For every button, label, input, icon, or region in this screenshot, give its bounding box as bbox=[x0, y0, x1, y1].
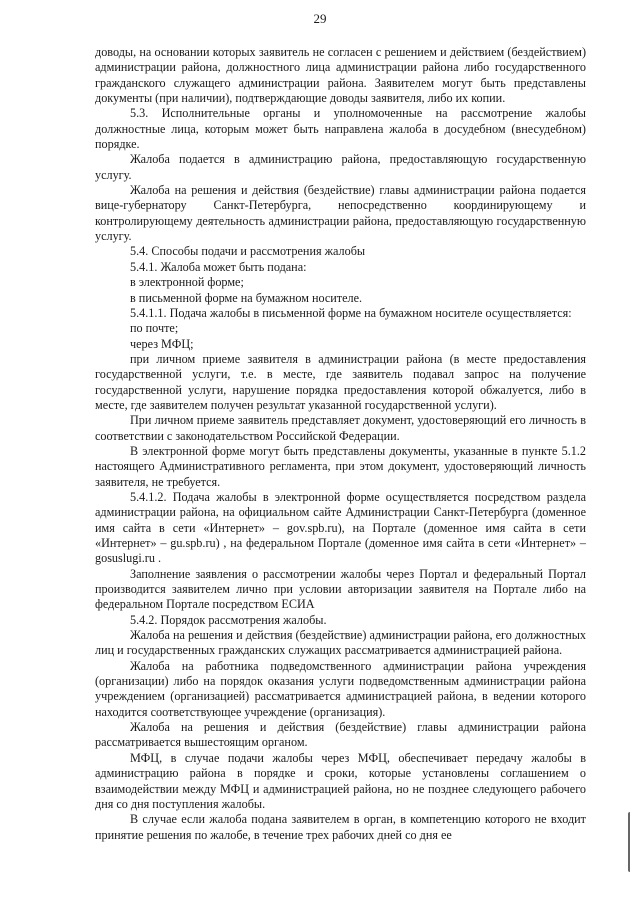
section-heading: 5.4.2. Порядок рассмотрения жалобы. bbox=[130, 612, 327, 627]
list-item: в письменной форме на бумажном носителе. bbox=[130, 290, 363, 305]
list-item: при личном приеме заявителя в администрации района (в месте предоставления государственной услуги, т.е. в месте, где заявитель подавал запрос на получение государственной услуги, нарушение порядка предоставления которой обжалуется, либо в месте, где заявителем получен результат указанной государственной услуги). bbox=[95, 351, 586, 412]
list-item: по почте; bbox=[130, 321, 179, 336]
paragraph: Заполнение заявления о рассмотрении жалобы через Портал и федеральный Портал производится заявителем лично при условии авторизации заявителя на Портале либо на федеральном Портале посредством ЕСИА bbox=[95, 566, 586, 612]
paragraph: 5.4.1.1. Подача жалобы в письменной форме на бумажном носителе осуществляется: bbox=[130, 305, 572, 320]
section-heading: 5.3. Исполнительные органы и уполномоченные на рассмотрение жалобы должностные лица, которым может быть направлена жалоба в досудебном (внесудебном) порядке. bbox=[95, 106, 586, 152]
paragraph: В случае если жалоба подана заявителем в орган, в компетенцию которого не входит принятие решения по жалобе, в течение трех рабочих дней со дня ее bbox=[95, 812, 586, 842]
page-number: 29 bbox=[313, 11, 327, 26]
list-item: в электронной форме; bbox=[130, 275, 244, 290]
paragraph: Жалоба на решения и действия (бездействие) администрации района, его должностных лиц и государственных гражданских служащих рассматривается администрацией района. bbox=[95, 628, 586, 658]
paragraph: Жалоба на решения и действия (бездействие) главы администрации района рассматривается вышестоящим органом. bbox=[95, 720, 586, 750]
list-item: через МФЦ; bbox=[130, 336, 194, 351]
paragraph: Жалоба на работника подведомственного администрации района учреждения (организации) либо на порядок оказания услуги подведомственным администрации района учреждением (организацией) рассматривается администрацией района, в ведении которого находится соответствующее учреждение (организация). bbox=[95, 658, 586, 719]
paragraph: Жалоба на решения и действия (бездействие) главы администрации района подается вице-губернатору Санкт-Петербурга, непосредственно координирующему и контролирующему деятельность администрации района, предоставляющую государственную услугу. bbox=[95, 183, 586, 244]
paragraph: Жалоба подается в администрацию района, предоставляющую государственную услугу. bbox=[95, 152, 586, 182]
paragraph: 5.4.1. Жалоба может быть подана: bbox=[130, 259, 307, 274]
section-heading: 5.4. Способы подачи и рассмотрения жалобы bbox=[130, 244, 366, 259]
paragraph: 5.4.1.2. Подача жалобы в электронной форме осуществляется посредством раздела администрации района, на официальном сайте Администрации Санкт-Петербурга (доменное имя сайта в сети «Интернет» – gov.spb.ru), на Портале (доменное имя сайта в сети «Интернет» – gu.spb.ru) , на федеральном Портале (доменное имя сайта в сети «Интернет» – gosuslugi.ru . bbox=[95, 489, 586, 566]
paragraph: В электронной форме могут быть представлены документы, указанные в пункте 5.1.2 настоящего Административного регламента, при этом документ, удостоверяющий личность заявителя, не требуется. bbox=[95, 443, 586, 489]
paragraph: МФЦ, в случае подачи жалобы через МФЦ, обеспечивает передачу жалобы в администрацию района в порядке и сроки, которые установлены соглашением о взаимодействии между МФЦ и администрацией района, но не позднее следующего рабочего дня со дня поступления жалобы. bbox=[95, 750, 586, 811]
paragraph: При личном приеме заявитель представляет документ, удостоверяющий его личность в соответствии с законодательством Российской Федерации. bbox=[95, 413, 586, 443]
document-body bbox=[95, 45, 586, 843]
margin-scan-mark bbox=[628, 812, 633, 872]
paragraph: доводы, на основании которых заявитель не согласен с решением и действием (бездействием) администрации района, должностного лица администрации района либо государственного гражданского служащего администрации района. Заявителем могут быть представлены документы (при наличии), подтверждающие доводы заявителя, либо их копии. bbox=[95, 45, 586, 106]
